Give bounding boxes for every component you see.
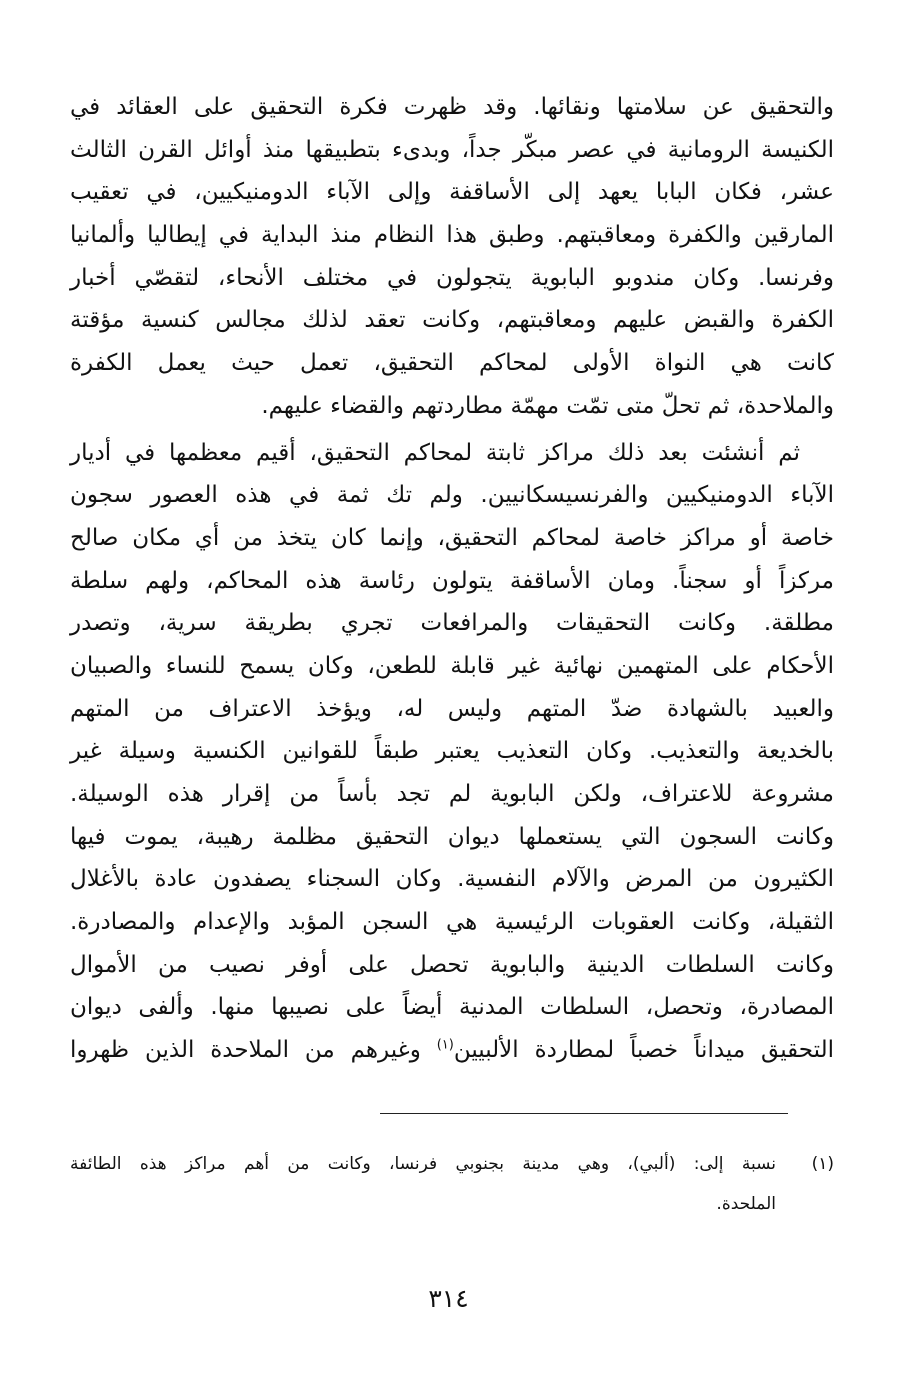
text-line: الكثيرون من المرض والآلام النفسية. وكان السجناء يصفدون عادة بالأغلال [70,866,834,893]
text-line: الآباء الدومنيكيين والفرنسيسكانيين. ولم تك ثمة في هذه العصور سجون [70,482,834,509]
text-line: الأحكام على المتهمين نهائية غير قابلة للطعن، وكان يسمح للنساء والصبيان [70,652,834,679]
footnote [70,1144,834,1224]
text-line: المارقين والكفرة ومعاقبتهم. وطبق هذا النظام منذ البداية في إيطاليا وألمانيا [70,222,834,249]
text-line: كانت هي النواة الأولى لمحاكم التحقيق، تعمل حيث يعمل الكفرة [70,350,834,377]
text-line: خاصة أو مراكز خاصة لمحاكم التحقيق، وإنما كان يتخذ من أي مكان صالح [70,524,834,551]
text-line: وكانت السلطات الدينية والبابوية تحصل على أوفر نصيب من الأموال [70,951,834,978]
page-number: ٣١٤ [428,1284,469,1313]
paragraph-1 [70,86,834,428]
text-line: والملاحدة، ثم تحلّ متى تمّت مهمّة مطاردتهم والقضاء عليهم. [261,392,834,419]
text-line: المصادرة، وتحصل، السلطات المدنية أيضاً على نصيبها منها. وألفى ديوان [70,994,834,1021]
footnote-text: نسبة إلى: (ألبي)، وهي مدينة بجنوبي فرنسا، وكانت من أهم مراكز هذه الطائفة [70,1154,776,1174]
text-line: ثم أنشئت بعد ذلك مراكز ثابتة لمحاكم التحقيق، أقيم معظمها في أديار [70,439,800,466]
text-line-with-note [70,1029,834,1072]
main-text [70,86,834,1072]
text-line: عشر، فكان البابا يعهد إلى الأساقفة وإلى الآباء الدومنيكيين، في تعقيب [70,179,834,206]
footnote-marker: (١) [811,1154,834,1174]
footnote-reference[interactable]: (١) [436,1037,454,1053]
text-line: وكانت السجون التي يستعملها ديوان التحقيق مظلمة رهيبة، يموت فيها [70,823,834,850]
text-line: والتحقيق عن سلامتها ونقائها. وقد ظهرت فكرة التحقيق على العقائد في [70,94,834,120]
text-line: وفرنسا. وكان مندوبو البابوية يتجولون في مختلف الأنحاء، لتقصّي أخبار [70,264,834,291]
text-line: الكفرة والقبض عليهم ومعاقبتهم، وكانت تعقد لذلك مجالس كنسية مؤقتة [70,307,834,334]
text-line: مركزاً أو سجناً. ومان الأساقفة يتولون رئاسة هذه المحاكم، ولهم سلطة [70,567,834,594]
text-line: الثقيلة، وكانت العقوبات الرئيسية هي السجن المؤبد والإعدام والمصادرة. [70,909,834,936]
footnote-separator [380,1113,788,1114]
text-line: مطلقة. وكانت التحقيقات والمرافعات تجري بطريقة سرية، وتصدر [70,610,834,637]
footnote-line: الملحدة. [716,1194,776,1214]
text-line: بالخديعة والتعذيب. وكان التعذيب يعتبر طبقاً للقوانين الكنسية وسيلة غير [70,738,834,765]
text-line: الكنيسة الرومانية في عصر مبكّر جداً، وبدىء بتطبيقها منذ أوائل القرن الثالث [70,136,834,163]
footnote-line [70,1144,834,1184]
text-line: والعبيد بالشهادة ضدّ المتهم وليس له، ويؤخذ الاعتراف من المتهم [70,695,834,722]
text-line: مشروعة للاعتراف، ولكن البابوية لم تجد بأساً من إقرار هذه الوسيلة. [70,781,834,807]
text-segment: وغيرهم من الملاحدة الذين ظهروا [70,1037,437,1064]
text-segment: التحقيق ميداناً خصباً لمطاردة الألبيين [453,1037,834,1064]
paragraph-2 [70,432,834,1072]
